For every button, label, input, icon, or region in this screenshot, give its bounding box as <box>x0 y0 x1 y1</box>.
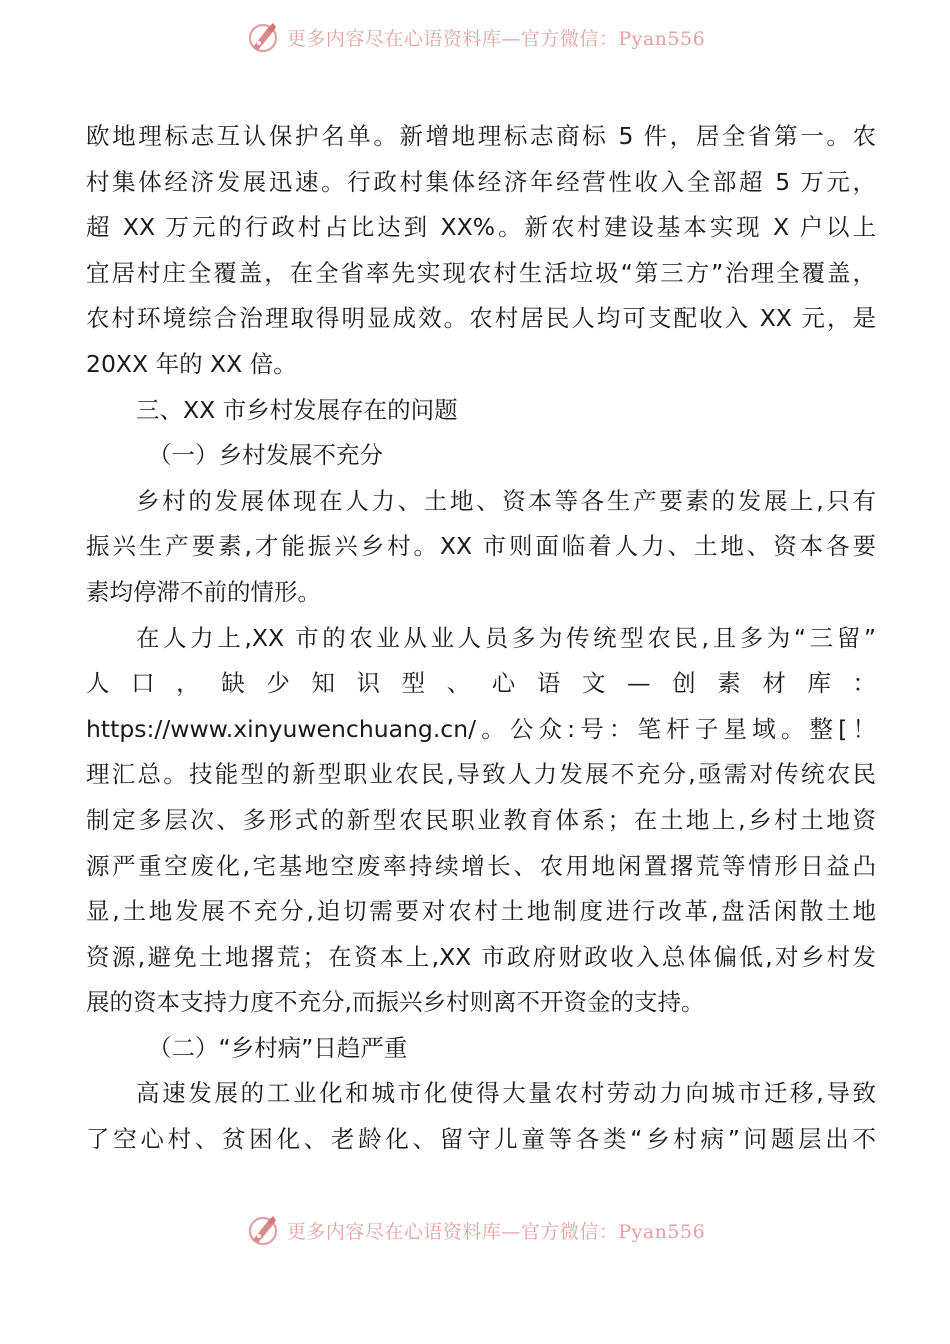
body-line: 展的资本支持力度不充分,而振兴乡村则离不开资金的支持。 <box>86 988 705 1017</box>
body-line: 资源,避免土地撂荒；在资本上,XX 市政府财政收入总体偏低,对乡村发 <box>86 942 876 971</box>
paragraph-first-line: 在人力上,XX 市的农业从业人员多为传统型农民,且多为“三留” <box>136 623 876 652</box>
body-line: 素均停滞不前的情形。 <box>86 577 321 606</box>
body-line: 宜居村庄全覆盖，在全省率先实现农村生活垃圾“第三方”治理全覆盖， <box>86 258 876 287</box>
pen-nib-circle-logo-icon <box>245 19 281 55</box>
body-line: 人口，缺少知识型、心语文—创素材库： <box>86 669 876 698</box>
subsection-heading: （二）“乡村病”日趋严重 <box>148 1033 408 1062</box>
header-watermark <box>0 12 950 62</box>
section-heading: 三、XX 市乡村发展存在的问题 <box>136 395 458 424</box>
watermark-text: 更多内容尽在心语资料库—官方微信：Pyan556 <box>286 1220 706 1243</box>
body-line: 制定多层次、多形式的新型农民职业教育体系；在土地上,乡村土地资 <box>86 805 876 834</box>
watermark-text: 更多内容尽在心语资料库—官方微信：Pyan556 <box>286 27 706 50</box>
body-line: 超 XX 万元的行政村占比达到 XX%。新农村建设基本实现 X 户以上 <box>86 213 876 242</box>
paragraph-first-line: 乡村的发展体现在人力、土地、资本等各生产要素的发展上,只有 <box>136 486 876 515</box>
body-line: 显,土地发展不充分,迫切需要对农村土地制度进行改革,盘活闲散土地 <box>86 897 876 926</box>
body-line: 振兴生产要素,才能振兴乡村。XX 市则面临着人力、土地、资本各要 <box>86 532 876 561</box>
subsection-heading: （一）乡村发展不充分 <box>148 441 383 470</box>
body-line: 农村环境综合治理取得明显成效。农村居民人均可支配收入 XX 元，是 <box>86 304 876 333</box>
body-line: 村集体经济发展迅速。行政村集体经济年经营性收入全部超 5 万元， <box>86 167 876 196</box>
footer-watermark <box>0 1205 950 1255</box>
body-line: 源严重空废化,宅基地空废率持续增长、农用地闲置撂荒等情形日益凸 <box>86 851 876 880</box>
body-line: 了空心村、贫困化、老龄化、留守儿童等各类“乡村病”问题层出不 <box>86 1125 876 1154</box>
body-line: 20XX 年的 XX 倍。 <box>86 349 297 378</box>
paragraph-first-line: 高速发展的工业化和城市化使得大量农村劳动力向城市迁移,导致 <box>136 1079 876 1108</box>
document-body <box>86 114 876 1163</box>
pen-nib-circle-logo-icon <box>245 1212 281 1248</box>
body-line: 欧地理标志互认保护名单。新增地理标志商标 5 件，居全省第一。农 <box>86 122 876 150</box>
body-line: https://www.xinyuwenchuang.cn/。公众:号：笔杆子星域。整[！ <box>86 714 876 743</box>
body-line: 理汇总。技能型的新型职业农民,导致人力发展不充分,亟需对传统农民 <box>86 760 876 789</box>
